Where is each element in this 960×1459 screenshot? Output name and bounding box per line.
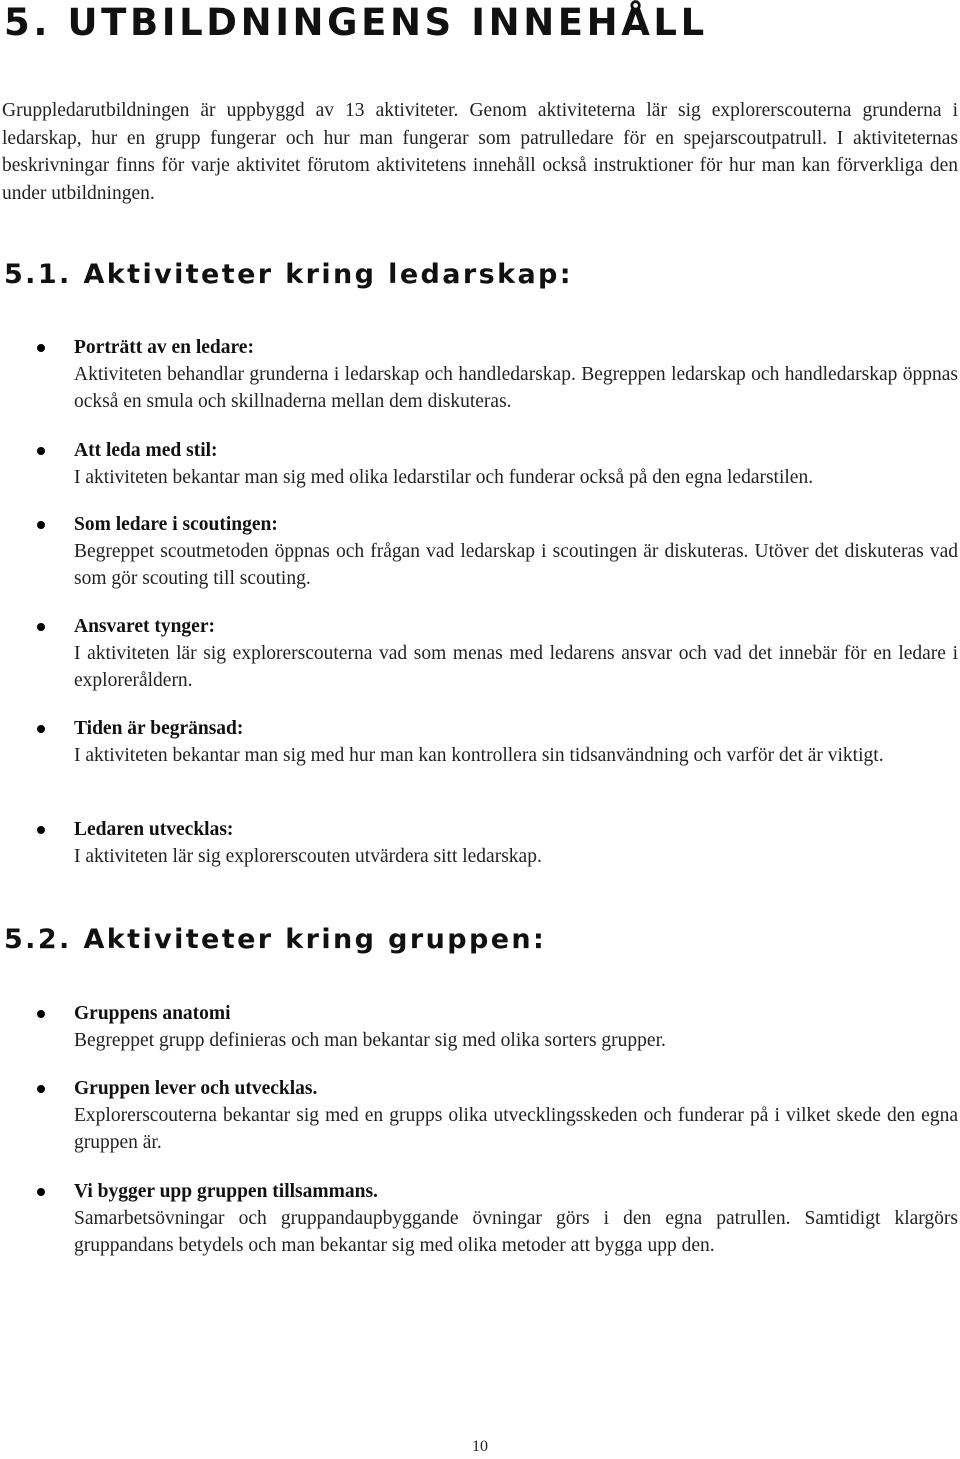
page-number: 10 [472, 1438, 488, 1455]
item-text: Samarbetsövningar och gruppandaupbyggande övningar görs i den egna patrullen. Samtidigt klargörs gruppandans betydels och man bekantar sig med olika metoder att bygga upp den. [74, 1208, 958, 1256]
chapter-intro: Gruppledarutbildningen är uppbyggd av 13 aktiviteter. Genom aktiviteterna lär sig explorerscouterna grunderna i ledarskap, hur en grupp fungerar och hur man fungerar som patrulledare för en spejarscoutpatrull. I aktiviteternas beskrivningar finns för varje aktivitet förutom aktivitetens innehåll också instruktioner för hur man kan förverkliga den under utbildningen. [2, 100, 958, 204]
item-title: Ansvaret tynger: [74, 616, 215, 637]
item-text: I aktiviteten bekantar man sig med olika ledarstilar och funderar också på den egna ledarstilen. [74, 467, 814, 488]
item-text: Aktiviteten behandlar grunderna i ledarskap och handledarskap. Begreppen ledarskap och handledarskap öppnas också en smula och skillnaderna mellan dem diskuteras. [74, 364, 958, 412]
bullet-icon [37, 826, 45, 834]
item-title: Ledaren utvecklas: [74, 819, 234, 840]
chapter-title: 5. UTBILDNINGENS INNEHÅLL [4, 1, 708, 44]
bullet-icon [37, 521, 45, 529]
item-text: Begreppet scoutmetoden öppnas och frågan vad ledarskap i scoutingen är diskuteras. Utöver det diskuteras vad som gör scouting till scouting. [74, 541, 958, 589]
item-text: I aktiviteten lär sig explorerscouten utvärdera sitt ledarskap. [74, 846, 542, 867]
bullet-icon [37, 623, 45, 631]
bullet-icon [37, 1010, 45, 1018]
bullet-icon [37, 447, 45, 455]
item-text: I aktiviteten bekantar man sig med hur man kan kontrollera sin tidsanvändning och varför det är viktigt. [74, 745, 884, 766]
item-text: Explorerscouterna bekantar sig med en grupps olika utvecklingsskeden och funderar på i vilket skede den egna gruppen är. [74, 1105, 958, 1153]
item-text: I aktiviteten lär sig explorerscouterna vad som menas med ledarens ansvar och vad det innebär för en ledare i exploreråldern. [74, 643, 958, 691]
item-text: Begreppet grupp definieras och man bekantar sig med olika sorters grupper. [74, 1030, 666, 1051]
bullet-icon [37, 344, 45, 352]
section-title-gruppen: 5.2. Aktiviteter kring gruppen: [4, 924, 547, 955]
bullet-icon [37, 1085, 45, 1093]
item-title: Gruppens anatomi [74, 1003, 231, 1024]
section-title-ledarskap: 5.1. Aktiviteter kring ledarskap: [4, 259, 573, 290]
item-title: Porträtt av en ledare: [74, 337, 254, 358]
bullet-icon [37, 1188, 45, 1196]
bullet-icon [37, 725, 45, 733]
item-title: Tiden är begränsad: [74, 718, 244, 739]
item-title: Att leda med stil: [74, 440, 218, 461]
item-title: Som ledare i scoutingen: [74, 514, 278, 535]
item-title: Vi bygger upp gruppen tillsammans. [74, 1181, 378, 1202]
item-title: Gruppen lever och utvecklas. [74, 1078, 318, 1099]
